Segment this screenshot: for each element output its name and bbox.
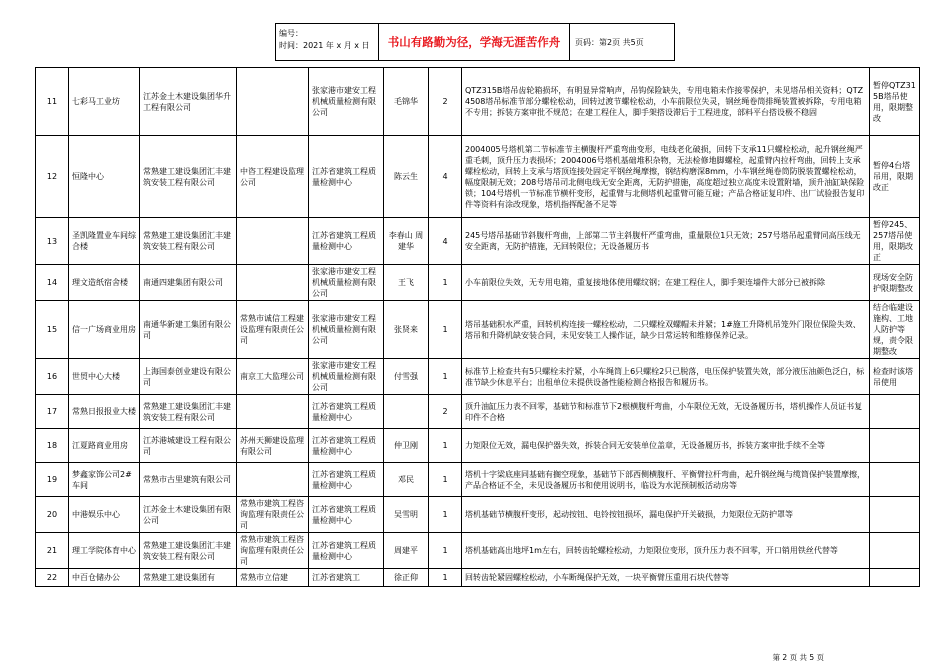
responsible-person: 邓民 xyxy=(384,463,429,497)
inspector-name: 江苏省建筑工程质量检测中心 xyxy=(309,533,384,569)
contractor-name: 南通华新建工集团有限公司 xyxy=(140,301,237,359)
issue-description: 标准节上检查共有5只螺栓未拧紧，小车绳筒上6只螺栓2只已脱落，电压保护装置失效，部分液压油颜色泛白，标准节缺少休息平台；出租单位未提供设备性能检测合格报告和履历书。 xyxy=(462,359,870,395)
table-row xyxy=(36,533,920,569)
supervisor-name: 常熟市诚信工程建设监理有限责任公司 xyxy=(237,301,309,359)
issue-description: 回转齿轮紧固螺栓松动，小车断绳保护无效，一块平衡臂压重用石块代替等 xyxy=(462,569,870,587)
inspector-name: 张家港市建安工程机械质量检测有限公司 xyxy=(309,265,384,301)
responsible-person: 仲卫刚 xyxy=(384,429,429,463)
issue-description: 塔吊基础积水严重，回转机构连接一螺栓松动，二只螺栓双螺帽未并紧；1#施工升降机吊笼外门限位保险失效、塔吊和升降机缺安装合同，未见安装工人操作证，缺少日常运转和维修保养记录。 xyxy=(462,301,870,359)
responsible-person: 王飞 xyxy=(384,265,429,301)
action-taken xyxy=(870,463,920,497)
contractor-name: 南通四建集团有限公司 xyxy=(140,265,237,301)
inspector-name: 江苏省建筑工 xyxy=(309,569,384,587)
inspector-name: 江苏省建筑工程质量检测中心 xyxy=(309,218,384,265)
responsible-person: 周建平 xyxy=(384,533,429,569)
responsible-person: 付雪强 xyxy=(384,359,429,395)
project-name: 理工学院体育中心 xyxy=(69,533,140,569)
supervisor-name: 苏州天狮建设监理有限公司 xyxy=(237,429,309,463)
row-number: 19 xyxy=(36,463,69,497)
project-name: 梦鑫家饰公司2#车间 xyxy=(69,463,140,497)
inspector-name: 江苏省建筑工程质量检测中心 xyxy=(309,136,384,218)
contractor-name: 江苏金土木建设集团有限公司 xyxy=(140,497,237,533)
crane-count: 2 xyxy=(429,68,462,136)
supervisor-name xyxy=(237,463,309,497)
row-number: 18 xyxy=(36,429,69,463)
supervisor-name: 常熟市建筑工程咨询监理有限责任公司 xyxy=(237,497,309,533)
responsible-person: 陈云生 xyxy=(384,136,429,218)
issue-description: 顶升油缸压力表不回零，基础节和标准节下2根横腹杆弯曲，小车限位无效，无设备履历书，塔机操作人员证书复印件不合格 xyxy=(462,395,870,429)
action-taken xyxy=(870,569,920,587)
crane-count: 4 xyxy=(429,218,462,265)
issue-description: 塔机十字梁底座同基础有搁空现象，基础节下部西侧横腹杆、平衡臂拉杆弯曲，起升钢丝绳与缆筒保护装置摩擦，产品合格证不全，未见设备履历书和使用说明书，临设为水泥预制板活动房等 xyxy=(462,463,870,497)
supervisor-name xyxy=(237,218,309,265)
inspector-name: 江苏省建筑工程质量检测中心 xyxy=(309,395,384,429)
issue-description: 2004005号塔机第二节标准节主横腹杆严重弯曲变形，电线老化破损，回转下支承11只螺栓松动，起升钢丝绳严重毛刺，顶升压力表损坏；2004006号塔机基础堆积杂物，无法检修地脚螺栓，起重臂内拉杆弯曲，回转上支承螺栓松动，回转上支承与塔顶连接处固定平钢丝绳摩擦，钢结构磨深8mm，小车钢丝绳卷筒防脱装置螺栓松动，幅度限制无效；208号塔吊司北侧电线无安全距离，无防护措施，高度超过独立高度未设置附墙，顶升油缸缺保险锁；104号塔机一节标准节横杆变形，起重臂与北侧塔机起重臂可能互碰；产品合格证复印件、出厂试验报告复印件等资料有涂改现象，塔机指挥配备不足等 xyxy=(462,136,870,218)
action-taken xyxy=(870,429,920,463)
crane-count: 4 xyxy=(429,136,462,218)
contractor-name: 江苏金土木建设集团华升工程有限公司 xyxy=(140,68,237,136)
page-footer: 第 2 页 共 5 页 xyxy=(772,653,824,662)
action-taken: 暂停4台塔吊用，限期改正 xyxy=(870,136,920,218)
responsible-person: 吴雪明 xyxy=(384,497,429,533)
issue-description: QTZ315B塔吊齿轮箱损坏，有明显异常响声，吊钩保险缺失，专用电箱未作接零保护，未见塔吊相关资料；QTZ4508塔吊标准节部分螺栓松动，回转过渡节螺栓松动，小车前限位失灵，钢丝绳卷筒排绳装置被拆除，专用电箱不专用；拆装方案审批不规范；在建工程住人，脚手架搭设滞后于工程进度，部料平台搭设极不稳固 xyxy=(462,68,870,136)
inspector-name: 张家港市建安工程机械质量检测有限公司 xyxy=(309,359,384,395)
issue-description: 245号塔吊基础节斜腹杆弯曲，上部第二节主斜腹杆严重弯曲，重量限位1只无效；257号塔吊起重臂同高压线无安全距离，无防护措施，无回转限位；无设备履历书 xyxy=(462,218,870,265)
project-name: 信一广场商业用房 xyxy=(69,301,140,359)
project-name: 中港娱乐中心 xyxy=(69,497,140,533)
row-number: 11 xyxy=(36,68,69,136)
project-name: 七彩马工业坊 xyxy=(69,68,140,136)
project-name: 理文造纸宿舍楼 xyxy=(69,265,140,301)
supervisor-name: 常熟市立信建 xyxy=(237,569,309,587)
action-taken: 暂停QTZ315B塔吊使用，限期整改 xyxy=(870,68,920,136)
inspector-name: 张家港市建安工程机械质量检测有限公司 xyxy=(309,301,384,359)
crane-count: 1 xyxy=(429,569,462,587)
contractor-name: 江苏港城建设工程有限公司 xyxy=(140,429,237,463)
responsible-person: 徐正仰 xyxy=(384,569,429,587)
row-number: 16 xyxy=(36,359,69,395)
responsible-person: 李春山 周建华 xyxy=(384,218,429,265)
contractor-name: 常熟建工建设集团汇丰建筑安装工程有限公司 xyxy=(140,218,237,265)
action-taken: 检查时该塔吊使用 xyxy=(870,359,920,395)
row-number: 12 xyxy=(36,136,69,218)
table-row xyxy=(36,301,920,359)
issue-description: 力矩限位无效，漏电保护器失效，拆装合同无安装单位盖章，无设备履历书，拆装方案审批手续不全等 xyxy=(462,429,870,463)
issue-description: 小车前限位失效，无专用电箱，重复接地体使用螺纹钢；在建工程住人，脚手架连墙件大部分已被拆除 xyxy=(462,265,870,301)
action-taken: 结合临建设施构、工地人防护等规，责令限期整改 xyxy=(870,301,920,359)
inspector-name: 江苏省建筑工程质量检测中心 xyxy=(309,497,384,533)
project-name: 世贸中心大楼 xyxy=(69,359,140,395)
time-label: 时间：2021 年 x 月 x 日 xyxy=(279,41,370,50)
table-row xyxy=(36,429,920,463)
crane-count: 1 xyxy=(429,429,462,463)
contractor-name: 常熟市古里建筑有限公司 xyxy=(140,463,237,497)
project-name: 圣凯隆置业车间综合楼 xyxy=(69,218,140,265)
contractor-name: 常熟建工建设集团有 xyxy=(140,569,237,587)
crane-count: 1 xyxy=(429,463,462,497)
header-slogan: 书山有路勤为径，学海无涯苦作舟 xyxy=(379,24,570,60)
supervisor-name xyxy=(237,265,309,301)
supervisor-name: 中咨工程建设监理公司 xyxy=(237,136,309,218)
crane-count: 1 xyxy=(429,359,462,395)
responsible-person xyxy=(384,395,429,429)
table-row xyxy=(36,497,920,533)
inspector-name: 江苏省建筑工程质量检测中心 xyxy=(309,463,384,497)
crane-count: 2 xyxy=(429,395,462,429)
responsible-person: 张贤来 xyxy=(384,301,429,359)
supervisor-name xyxy=(237,395,309,429)
responsible-person: 毛锦华 xyxy=(384,68,429,136)
table-row xyxy=(36,136,920,218)
table-row xyxy=(36,265,920,301)
contractor-name: 上海国泰创业建设有限公司 xyxy=(140,359,237,395)
inspection-table xyxy=(35,67,920,587)
table-body xyxy=(36,68,920,587)
crane-count: 1 xyxy=(429,533,462,569)
contractor-name: 常熟建工建设集团汇丰建筑安装工程有限公司 xyxy=(140,533,237,569)
table-row xyxy=(36,68,920,136)
page-header xyxy=(275,23,675,61)
project-name: 中百仓储办公 xyxy=(69,569,140,587)
action-taken xyxy=(870,533,920,569)
table-row xyxy=(36,395,920,429)
row-number: 20 xyxy=(36,497,69,533)
issue-description: 塔机基础高出地坪1m左右，回转齿轮螺栓松动，力矩限位变形，顶升压力表不回零，开口销用铁丝代替等 xyxy=(462,533,870,569)
supervisor-name xyxy=(237,68,309,136)
project-name: 江夏路商业用房 xyxy=(69,429,140,463)
row-number: 22 xyxy=(36,569,69,587)
contractor-name: 常熟建工建设集团汇丰建筑安装工程有限公司 xyxy=(140,395,237,429)
table-row xyxy=(36,218,920,265)
table-row xyxy=(36,463,920,497)
crane-count: 1 xyxy=(429,301,462,359)
header-meta xyxy=(276,24,379,60)
row-number: 14 xyxy=(36,265,69,301)
crane-count: 1 xyxy=(429,497,462,533)
number-label: 编号： xyxy=(279,29,303,38)
action-taken xyxy=(870,497,920,533)
project-name: 恒隆中心 xyxy=(69,136,140,218)
action-taken xyxy=(870,395,920,429)
action-taken: 现场安全防护限期整改 xyxy=(870,265,920,301)
header-page-label: 页码：第2页 共5页 xyxy=(575,37,644,47)
issue-description: 塔机基础节横腹杆变形，起动按钮、电铃按钮损坏，漏电保护开关破损，力矩限位无防护罩等 xyxy=(462,497,870,533)
inspector-name: 江苏省建筑工程质量检测中心 xyxy=(309,429,384,463)
table-row xyxy=(36,359,920,395)
row-number: 17 xyxy=(36,395,69,429)
supervisor-name: 南京工大监理公司 xyxy=(237,359,309,395)
table-row xyxy=(36,569,920,587)
project-name: 常熟日报报业大楼 xyxy=(69,395,140,429)
action-taken: 暂停245、257塔吊使用，限期改正 xyxy=(870,218,920,265)
row-number: 21 xyxy=(36,533,69,569)
supervisor-name: 常熟市建筑工程咨询监理有限责任公司 xyxy=(237,533,309,569)
row-number: 13 xyxy=(36,218,69,265)
inspector-name: 张家港市建安工程机械质量检测有限公司 xyxy=(309,68,384,136)
crane-count: 1 xyxy=(429,265,462,301)
row-number: 15 xyxy=(36,301,69,359)
contractor-name: 常熟建工建设集团汇丰建筑安装工程有限公司 xyxy=(140,136,237,218)
